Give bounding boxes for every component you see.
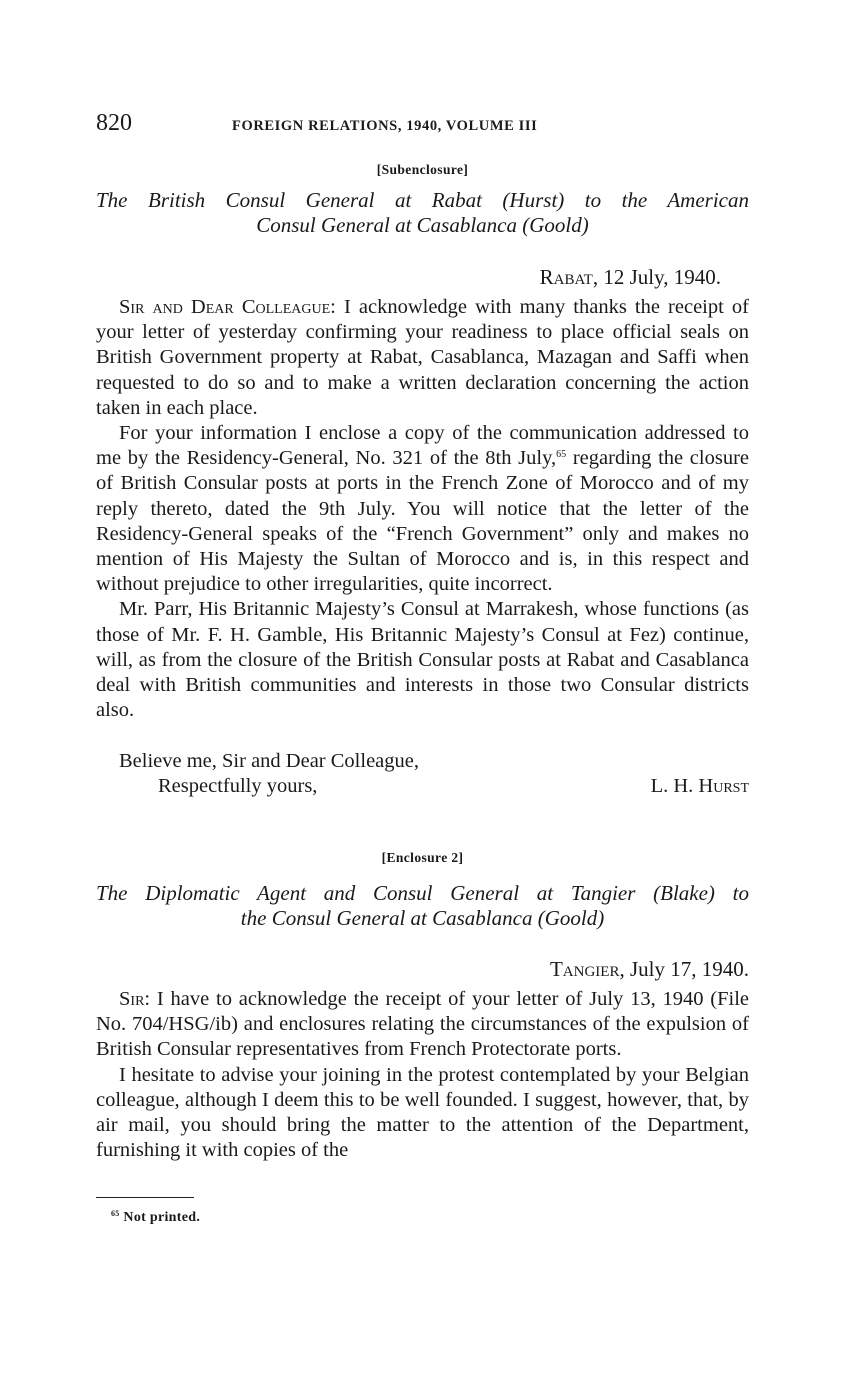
enclosure-2-heading-line2: the Consul General at Casablanca (Goold)	[240, 906, 605, 930]
closing-believe-me: Believe me, Sir and Dear Colleague,	[119, 750, 419, 772]
subenclosure-paragraph-3	[96, 597, 749, 723]
footnote-reference: 65	[556, 449, 567, 461]
enclosure-2-heading	[96, 881, 749, 931]
subenclosure-closing	[96, 749, 749, 799]
subenclosure-paragraph-3-text: Mr. Parr, His Britannic Majesty’s Consul at Marrakesh, whose functions (as those of Mr. F. H. Gamble, His Britannic Majesty’s Consul at Fez) continue, will, as from the closure of the British Consular posts at Rabat and Casablanca deal with British communities and interests in those two Consular districts also.	[96, 598, 749, 722]
footnote	[111, 1210, 200, 1226]
signature-initials: L. H.	[650, 775, 699, 798]
enclosure-2-body	[96, 987, 749, 1163]
enclosure-2-paragraph-1	[96, 987, 749, 1063]
enclosure-2-paragraph-2	[96, 1063, 749, 1164]
subenclosure-heading	[96, 188, 749, 238]
closing-signature-row	[96, 774, 749, 799]
subenclosure-heading-line1: The British Consul General at Rabat (Hurst) to the American	[96, 188, 749, 212]
subenclosure-dateline	[540, 265, 721, 290]
subenclosure-salutation: Sir and Dear Colleague	[119, 296, 331, 318]
subenclosure-label: [Subenclosure]	[376, 162, 469, 177]
signature	[651, 774, 749, 799]
signature-name: Hurst	[698, 775, 749, 798]
closing-respectfully: Respectfully yours,	[158, 775, 318, 798]
footnote-rule	[96, 1197, 194, 1198]
enclosure-2-paragraph-2-text: I hesitate to advise your joining in the protest contemplated by your Belgian colleague, although I deem this to be well founded. I suggest, however, that, by air mail, you should bring the matter to the attention of the Department, furnishing it with copies of the	[96, 1063, 749, 1162]
subenclosure-paragraph-1	[96, 295, 749, 421]
footnote-text: Not printed.	[119, 1210, 201, 1225]
subenclosure-paragraph-1-text: : I acknowledge with many thanks the receipt of your letter of yesterday confirming your readiness to place official seals on British Government property at Rabat, Casablanca, Mazagan and Saffi when requested to do so and to make a written declaration concerning the action taken in each place.	[96, 296, 749, 419]
enclosure-2-dateline-date: , July 17, 1940.	[619, 957, 749, 981]
subenclosure-body	[96, 295, 749, 723]
enclosure-2-heading-line1: The Diplomatic Agent and Consul General at Tangier (Blake) to	[96, 881, 749, 905]
subenclosure-dateline-place: Rabat	[539, 265, 593, 289]
subenclosure-paragraph-2a: For your information I enclose a copy of the communication addressed to me by the Residency-General, No. 321 of the 8th July,	[96, 422, 749, 470]
running-head	[96, 110, 749, 140]
enclosure-2-label: [Enclosure 2]	[381, 850, 464, 865]
subenclosure-paragraph-2b: regarding the closure of British Consular posts at ports in the French Zone of Morocco and of my reply thereto, dated the 9th July. You will notice that the letter of the Residency-General speaks of the “French Government” only and makes no mention of His Majesty the Sultan of Morocco and is, in this respect and without prejudice to other irregularities, quite incorrect.	[96, 447, 749, 596]
subenclosure-heading-line2: Consul General at Casablanca (Goold)	[256, 213, 589, 237]
footnote-marker: 65	[111, 1209, 120, 1218]
enclosure-2-paragraph-1-text: : I have to acknowledge the receipt of your letter of July 13, 1940 (File No. 704/HSG/ib) and enclosures relating the circumstances of the expulsion of British Consular representatives from French Protectorate ports.	[96, 988, 749, 1061]
running-title: FOREIGN RELATIONS, 1940, VOLUME III	[232, 118, 538, 134]
page-number: 820	[96, 110, 132, 136]
subenclosure-paragraph-2	[96, 421, 749, 597]
subenclosure-dateline-date: , 12 July, 1940.	[592, 265, 721, 289]
enclosure-2-salutation: Sir	[119, 988, 145, 1010]
enclosure-2-dateline	[550, 957, 749, 982]
enclosure-2-dateline-place: Tangier	[549, 957, 620, 981]
